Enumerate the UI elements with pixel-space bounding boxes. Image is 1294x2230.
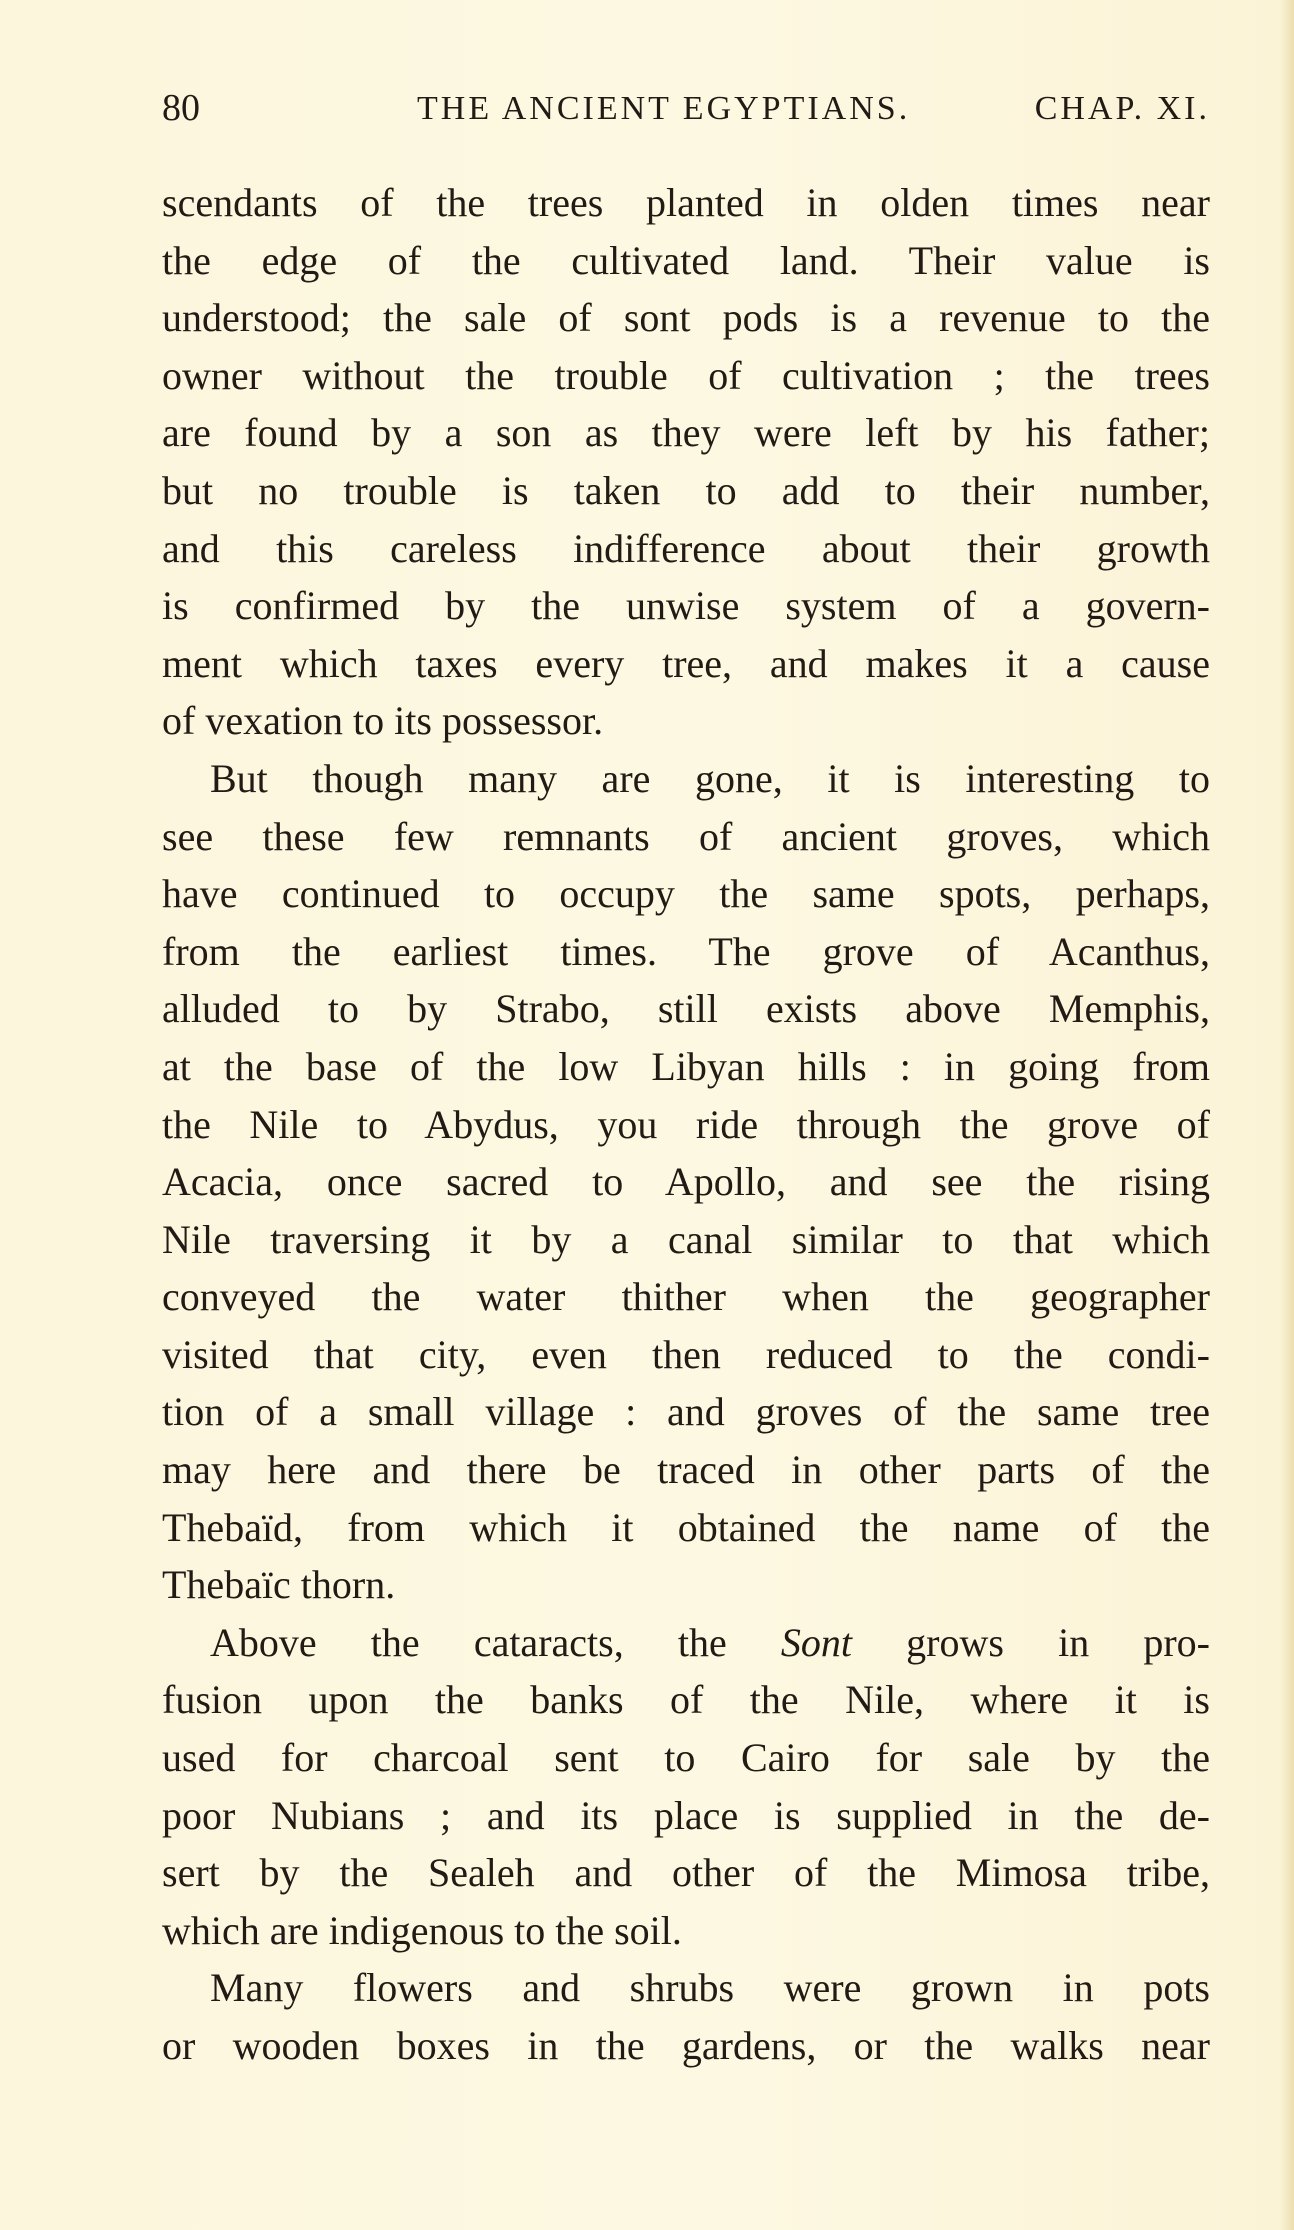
text-line: scendants of the trees planted in olden times near — [162, 180, 1210, 225]
text-line: owner without the trouble of cultivation ; the trees — [162, 352, 1210, 398]
page-header — [162, 86, 1210, 138]
text-line: conveyed the water thither when the geographer — [162, 1274, 1210, 1320]
text-line: Thebaïd, from which it obtained the name of the — [162, 1504, 1210, 1550]
text-line: sert by the Sealeh and other of the Mimosa tribe, — [162, 1850, 1210, 1896]
chapter-label: CHAP. XI. — [1034, 90, 1210, 127]
text-line: from the earliest times. The grove of Acanthus, — [162, 928, 1210, 974]
text-line: understood; the sale of sont pods is a revenue to the — [162, 295, 1210, 341]
text-line: but no trouble is taken to add to their number, — [162, 467, 1210, 513]
text-line: the Nile to Abydus, you ride through the grove of — [162, 1101, 1210, 1147]
text-line: at the base of the low Libyan hills : in going from — [162, 1043, 1210, 1089]
text-line: alluded to by Strabo, still exists above Memphis, — [162, 986, 1210, 1032]
paragraph-start-line: But though many are gone, it is interesting to — [210, 755, 1210, 801]
text-line: tion of a small village : and groves of the same tree — [162, 1389, 1210, 1435]
text-line: are found by a son as they were left by his father; — [162, 410, 1210, 456]
page-number: 80 — [162, 87, 200, 129]
paragraph-start-line: Many flowers and shrubs were grown in pots — [210, 1965, 1210, 2011]
text-line: is confirmed by the unwise system of a govern- — [162, 583, 1210, 629]
text-line: the edge of the cultivated land. Their value is — [162, 237, 1210, 283]
italic-term-sont: Sont — [780, 1619, 853, 1665]
text-line: Acacia, once sacred to Apollo, and see the rising — [162, 1159, 1210, 1205]
text-line: visited that city, even then reduced to the condi- — [162, 1331, 1210, 1377]
paragraph-start-line — [162, 1614, 1210, 1672]
text-line: or wooden boxes in the gardens, or the walks near — [162, 2023, 1210, 2068]
line-text-before-term: Above the cataracts, the — [210, 1619, 727, 1665]
text-line: used for charcoal sent to Cairo for sale by the — [162, 1735, 1210, 1781]
text-line: fusion upon the banks of the Nile, where it is — [162, 1677, 1210, 1723]
page-edge-shadow — [1280, 0, 1294, 2230]
paragraph-end-line: Thebaïc thorn. — [162, 1562, 396, 1608]
text-line: poor Nubians ; and its place is supplied in the de- — [162, 1792, 1210, 1838]
text-line: may here and there be traced in other parts of the — [162, 1447, 1210, 1493]
text-line: ment which taxes every tree, and makes it a cause — [162, 640, 1210, 686]
body-text — [162, 174, 1210, 2075]
paragraph-end-line: of vexation to its possessor. — [162, 698, 604, 744]
text-line: see these few remnants of ancient groves, which — [162, 813, 1210, 859]
text-line: and this careless indifference about their growth — [162, 525, 1210, 571]
text-line: Nile traversing it by a canal similar to that which — [162, 1216, 1210, 1262]
paragraph-end-line: which are indigenous to the soil. — [162, 1907, 682, 1953]
text-line: have continued to occupy the same spots, perhaps, — [162, 871, 1210, 917]
running-title: THE ANCIENT EGYPTIANS. — [417, 90, 911, 127]
line-text-after-term: grows in pro- — [906, 1619, 1211, 1665]
